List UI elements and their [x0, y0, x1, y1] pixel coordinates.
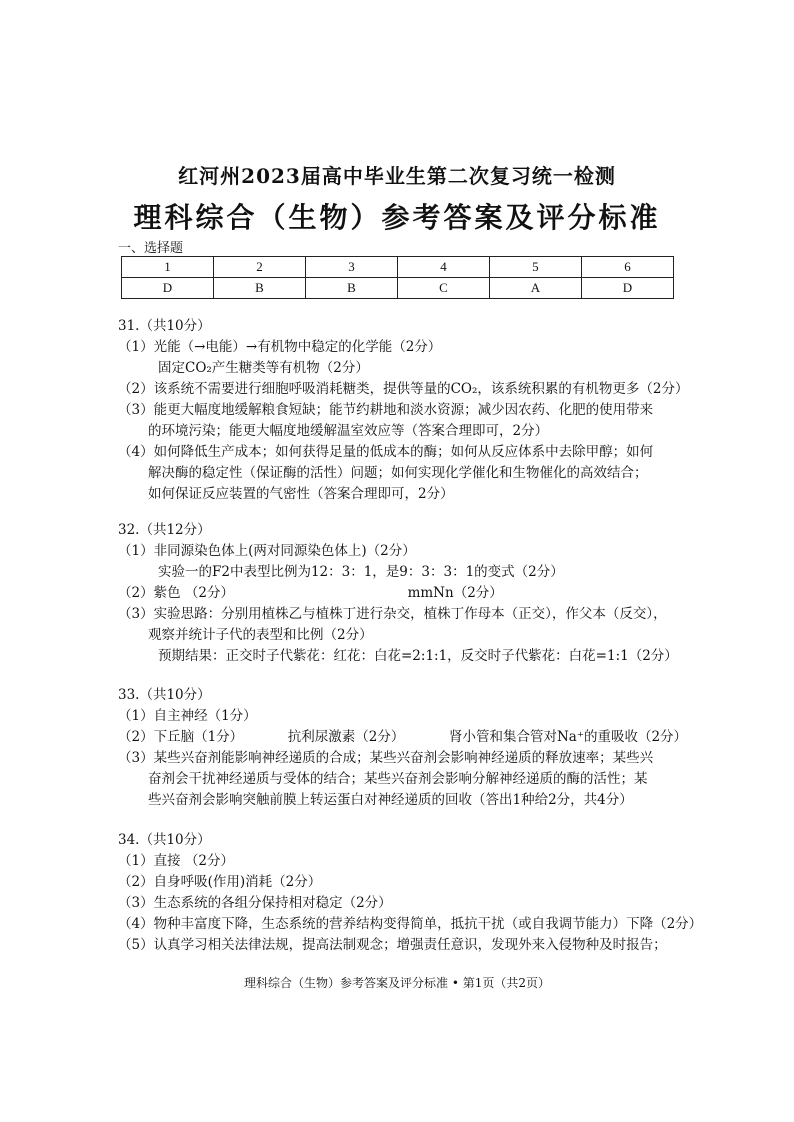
answer-line: 些兴奋剂会影响突触前膜上转运蛋白对神经递质的回收（答出1种给2分，共4分） — [148, 792, 633, 808]
answer-line: （4）物种丰富度下降，生态系统的营养结构变得简单，抵抗干扰（或自我调节能力）下降（2分） — [118, 916, 703, 932]
question-heading: 31.（共10分） — [118, 318, 211, 334]
answer-part: mmNn（2分） — [407, 585, 503, 601]
answer-line: （1）非同源染色体上(两对同源染色体上)（2分） — [118, 543, 416, 559]
table-row-numbers — [122, 257, 674, 278]
table-cell: 6 — [581, 257, 673, 278]
answer-line: 的环境污染；能更大幅度地缓解温室效应等（答案合理即可，2分） — [148, 423, 549, 439]
answer-line: （3）实验思路：分别用植株乙与植株丁进行杂交，植株丁作母本（正交），作父本（反交）， — [118, 606, 667, 622]
table-cell: 3 — [305, 257, 397, 278]
table-cell: D — [122, 278, 214, 299]
question-heading: 33.（共10分） — [118, 687, 211, 703]
table-cell: B — [305, 278, 397, 299]
choice-answer-table — [121, 256, 674, 299]
exam-title: 红河州2023届高中毕业生第二次复习统一检测 — [178, 164, 616, 188]
table-cell: A — [489, 278, 581, 299]
section-heading-choice: 一、选择题 — [118, 241, 184, 256]
question-heading: 34.（共10分） — [118, 832, 211, 848]
table-cell: D — [581, 278, 673, 299]
answer-line: （3）某些兴奋剂能影响神经递质的合成；某些兴奋剂会影响神经递质的释放速率；某些兴 — [118, 750, 654, 766]
answer-line: 解决酶的稳定性（保证酶的活性）问题；如何实现化学催化和生物催化的高效结合； — [148, 465, 648, 481]
question-34-block — [118, 830, 703, 956]
answer-line: （3）能更大幅度地缓解粮食短缺；能节约耕地和淡水资源；减少因农药、化肥的使用带来 — [118, 402, 654, 418]
answer-line: 实验一的F2中表型比例为12：3：1，是9：3：3：1的变式（2分） — [158, 564, 564, 580]
answer-line — [118, 583, 698, 604]
table-cell: C — [397, 278, 489, 299]
answer-line: 观察并统计子代的表型和比例（2分） — [148, 627, 373, 643]
question-33-block — [118, 685, 698, 811]
answer-part: 肾小管和集合管对Na⁺的重吸收（2分） — [448, 729, 688, 745]
answer-part: 抗利尿激素（2分） — [287, 729, 405, 745]
table-cell: 1 — [122, 257, 214, 278]
answer-line: （1）直接 （2分） — [118, 853, 234, 869]
answer-line — [118, 727, 698, 748]
answer-line: （4）如何降低生产成本；如何获得足量的低成本的酶；如何从反应体系中去除甲醇；如何 — [118, 444, 654, 460]
answer-line: （1）自主神经（1分） — [118, 708, 257, 724]
table-cell: 2 — [213, 257, 305, 278]
table-cell: 4 — [397, 257, 489, 278]
answer-line: （2）自身呼吸(作用)消耗（2分） — [118, 874, 322, 890]
question-31-block — [118, 316, 698, 505]
answer-line: 固定CO₂产生糖类等有机物（2分） — [158, 360, 369, 376]
answer-part: （2）紫色 （2分） — [118, 585, 234, 601]
answer-line: （1）光能（→电能）→有机物中稳定的化学能（2分） — [118, 339, 442, 355]
document-title: 理科综合（生物）参考答案及评分标准 — [133, 201, 661, 234]
answer-line: （2）该系统不需要进行细胞呼吸消耗糖类，提供等量的CO₂，该系统积累的有机物更多（2分） — [118, 381, 689, 397]
answer-line: （5）认真学习相关法律法规，提高法制观念；增强责任意识，发现外来入侵物种及时报告； — [118, 937, 667, 953]
page-footer: 理科综合（生物）参考答案及评分标准 • 第1页（共2页） — [244, 976, 550, 990]
table-row-answers — [122, 278, 674, 299]
answer-line: （3）生态系统的各组分保持相对稳定（2分） — [118, 895, 392, 911]
answer-line: 如何保证反应装置的气密性（答案合理即可，2分） — [148, 486, 454, 502]
question-heading: 32.（共12分） — [118, 522, 211, 538]
answer-part: （2）下丘脑（1分） — [118, 729, 244, 745]
question-32-block — [118, 520, 698, 667]
answer-line: 奋剂会干扰神经递质与受体的结合；某些兴奋剂会影响分解神经递质的酶的活性；某 — [148, 771, 648, 787]
table-cell: 5 — [489, 257, 581, 278]
table-cell: B — [213, 278, 305, 299]
answer-line: 预期结果：正交时子代紫花：红花：白花=2:1:1，反交时子代紫花：白花=1:1（2分） — [158, 648, 678, 664]
